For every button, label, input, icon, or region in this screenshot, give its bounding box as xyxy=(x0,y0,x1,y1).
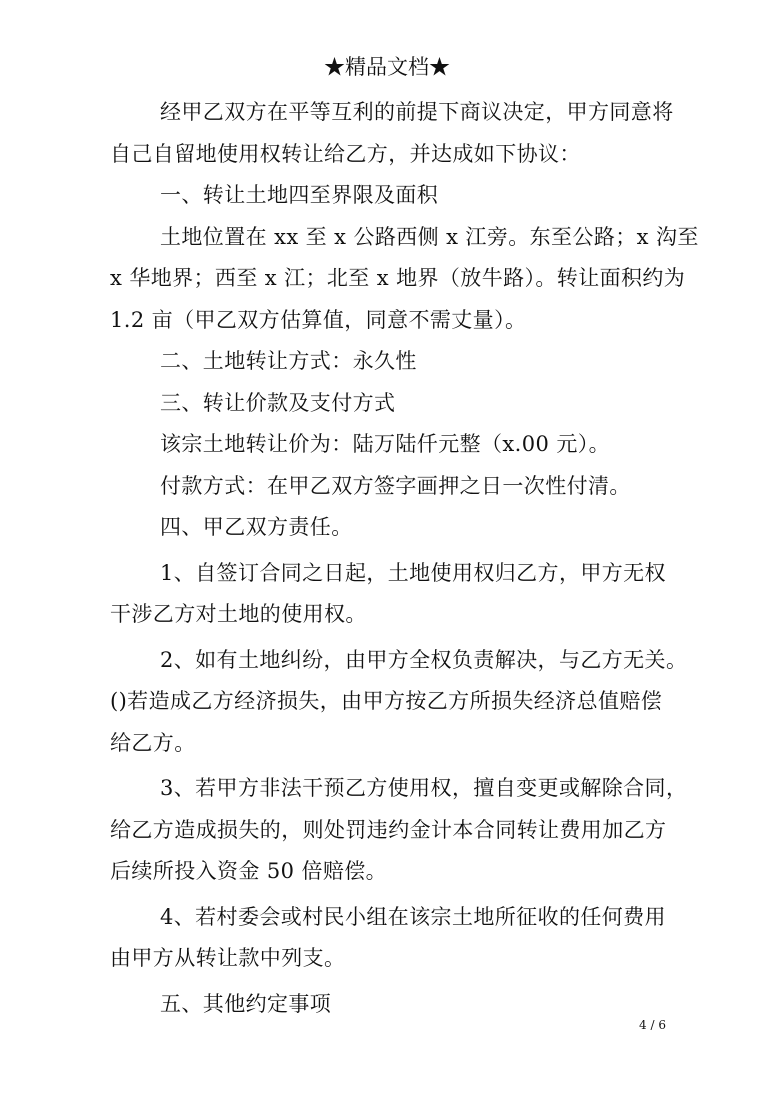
section-heading: 一、转让土地四至界限及面积 xyxy=(160,183,439,207)
clause-line: 3、若甲方非法干预乙方使用权，擅自变更或解除合同， xyxy=(160,776,688,800)
text-line: 经甲乙双方在平等互利的前提下商议决定，甲方同意将 xyxy=(160,100,674,124)
text-line: 自己自留地使用权转让给乙方，并达成如下协议： xyxy=(110,141,581,166)
clause-line: 2、如有土地纠纷，由甲方全权负责解决，与乙方无关。 xyxy=(160,647,688,672)
text-line: x 华地界；西至 x 江；北至 x 地界（放牛路）。转让面积约为 xyxy=(110,266,686,290)
text-line: 付款方式：在甲乙双方签字画押之日一次性付清。 xyxy=(160,473,631,498)
clause-line: 4、若村委会或村民小组在该宗土地所征收的任何费用 xyxy=(160,904,666,929)
text-line: 土地位置在 xx 至 x 公路西侧 x 江旁。东至公路；x 沟至 xyxy=(160,224,699,249)
clause-line: 后续所投入资金 50 倍赔偿。 xyxy=(110,859,388,883)
clause-line: 给乙方。 xyxy=(110,730,196,755)
text-line: 1.2 亩（甲乙双方估算值，同意不需丈量）。 xyxy=(110,307,527,332)
page-number: 4 / 6 xyxy=(639,1018,666,1032)
section-heading: 二、土地转让方式：永久性 xyxy=(160,349,417,373)
section-heading: 五、其他约定事项 xyxy=(160,991,332,1016)
text-line: 该宗土地转让价为：陆万陆仟元整（x.00 元）。 xyxy=(160,432,611,456)
clause-line: 1、自签订合同之日起，土地使用权归乙方，甲方无权 xyxy=(160,560,666,585)
section-heading: 四、甲乙双方责任。 xyxy=(160,515,353,539)
clause-line: 干涉乙方对土地的使用权。 xyxy=(110,602,367,626)
clause-line: 给乙方造成损失的，则处罚违约金计本合同转让费用加乙方 xyxy=(110,817,667,842)
page-header-title: ★精品文档★ xyxy=(324,55,450,79)
section-heading: 三、转让价款及支付方式 xyxy=(160,390,396,415)
clause-line: ()若造成乙方经济损失，由甲方按乙方所损失经济总值赔偿 xyxy=(110,689,663,713)
clause-line: 由甲方从转让款中列支。 xyxy=(110,946,346,970)
document-body xyxy=(110,92,699,1025)
